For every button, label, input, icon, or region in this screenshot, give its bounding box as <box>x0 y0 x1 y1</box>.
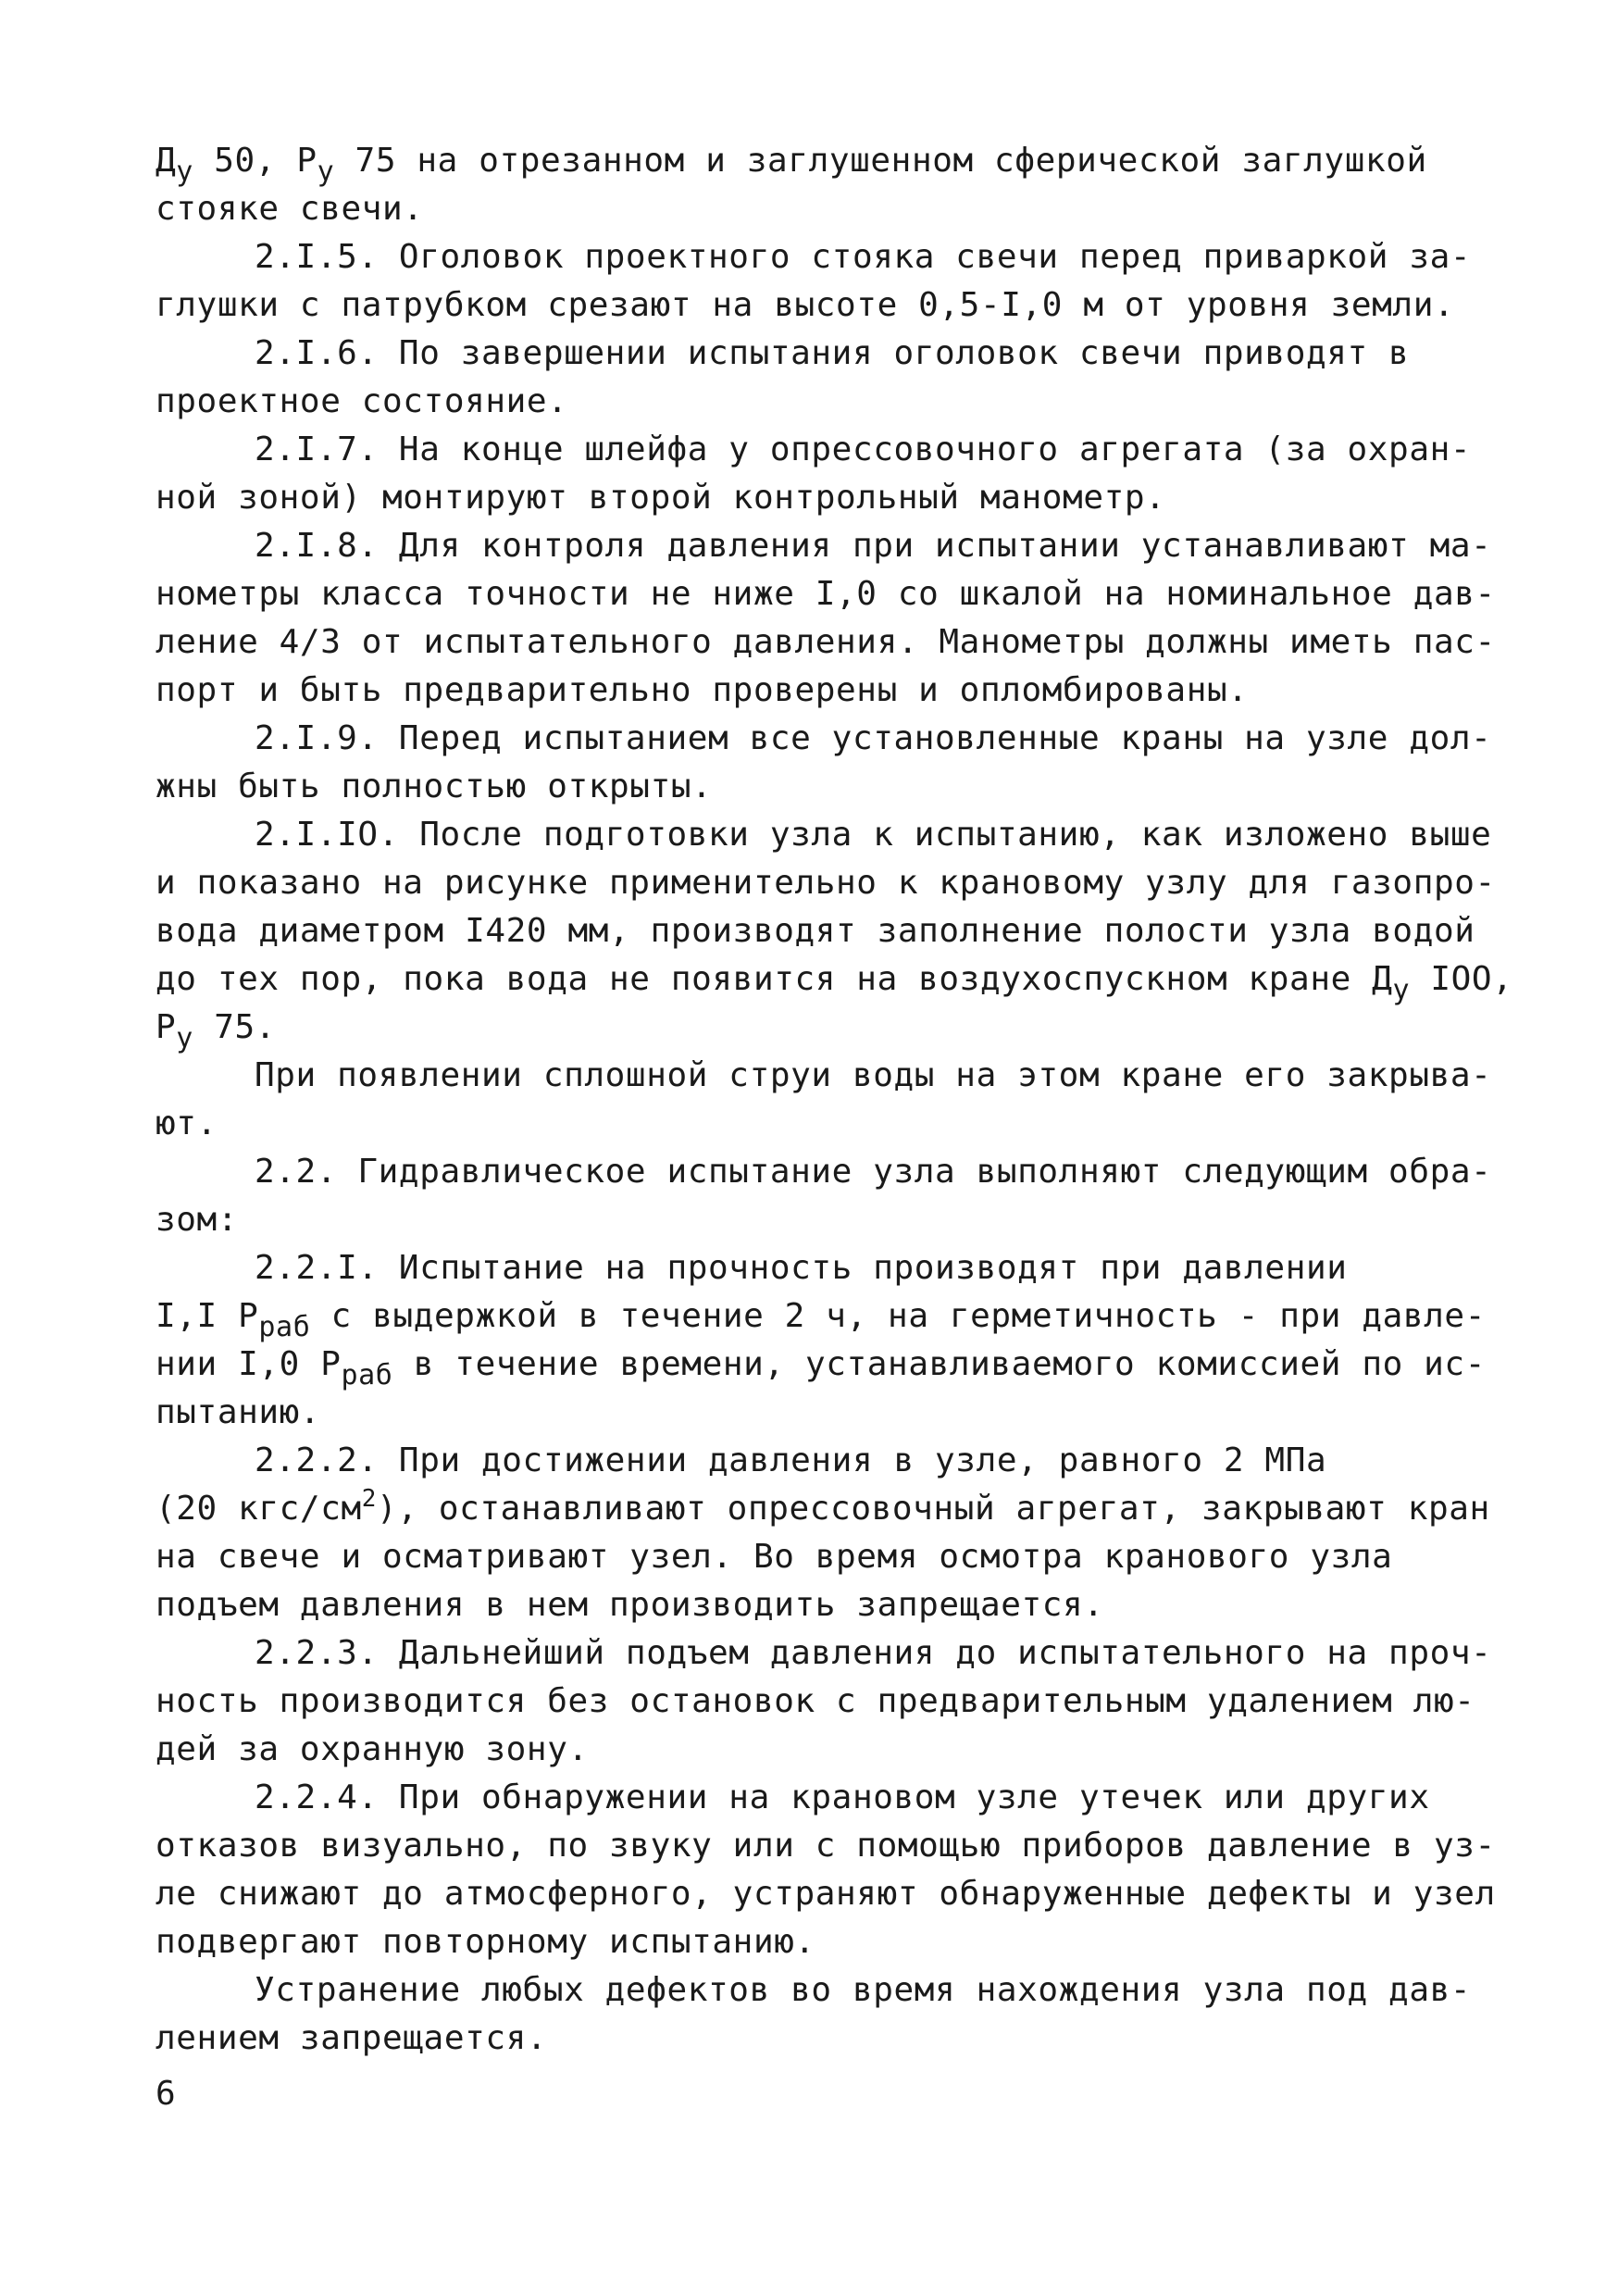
text-line: 2.I.7. На конце шлейфа у опрессовочного агрегата (за охран- <box>255 430 1472 468</box>
text-line: нии I,0 $Р_{раб}$ в течение времени, устанавливаемого комиссией по ис- <box>156 1345 1486 1391</box>
text-line: 2.2.4. При обнаружении на крановом узле утечек или других <box>255 1778 1430 1816</box>
text-line: 2.I.IO. После подготовки узла к испытанию, как изложено выше <box>255 816 1492 854</box>
text-line: I,I $Р_{раб}$ с выдержкой в течение 2 ч, на герметичность - при давле- <box>156 1297 1486 1343</box>
text-line: зом: <box>156 1201 239 1239</box>
text-line: подъем давления в нем производить запрещается. <box>156 1586 1104 1624</box>
text-line: жны быть полностью открыты. <box>156 767 713 805</box>
body-text <box>156 137 1513 2063</box>
text-line: подвергают повторному испытанию. <box>156 1923 815 1961</box>
text-line: При появлении сплошной струи воды на этом кране его закрыва- <box>255 1056 1492 1094</box>
text-line: ют. <box>156 1104 218 1142</box>
text-line: пытанию. <box>156 1393 321 1431</box>
text-line: проектное состояние. <box>156 382 568 420</box>
text-line: (20 кгс/$см^2$), останавливают опрессовочный агрегат, закрывают кран <box>156 1485 1490 1528</box>
text-line: 2.I.5. Оголовок проектного стояка свечи перед приваркой за- <box>255 238 1472 276</box>
text-line: лением запрещается. <box>156 2019 548 2057</box>
text-line: 2.I.8. Для контроля давления при испытании устанавливают ма- <box>255 527 1492 565</box>
text-line: 2.I.9. Перед испытанием все установленные краны на узле дол- <box>255 719 1492 757</box>
text-line: глушки с патрубком срезают на высоте 0,5-I,0 м от уровня земли. <box>156 286 1455 324</box>
text-line: 2.2. Гидравлическое испытание узла выполняют следующим обра- <box>255 1153 1492 1191</box>
text-line: 2.I.6. По завершении испытания оголовок свечи приводят в <box>255 334 1410 372</box>
text-line: $Р_у$ 75. <box>156 1008 277 1054</box>
text-line: $Д_у$ 50, $Р_у$ 75 на отрезанном и заглушенном сферической заглушкой <box>156 142 1427 188</box>
page-number: 6 <box>156 2075 176 2113</box>
text-line: ной зоной) монтируют второй контрольный манометр. <box>156 479 1166 517</box>
text-line: порт и быть предварительно проверены и опломбированы. <box>156 671 1249 709</box>
text-line: вода диаметром I420 мм, производят заполнение полости узла водой <box>156 912 1475 950</box>
text-line: на свече и осматривают узел. Во время осмотра кранового узла <box>156 1538 1393 1576</box>
text-line: ность производится без остановок с предварительным удалением лю- <box>156 1682 1475 1720</box>
text-line: 2.2.3. Дальнейший подъем давления до испытательного на проч- <box>255 1634 1492 1672</box>
text-line: дей за охранную зону. <box>156 1730 589 1768</box>
text-line: нометры класса точности не ниже I,0 со шкалой на номинальное дав- <box>156 575 1496 613</box>
text-line: стояке свечи. <box>156 190 424 228</box>
text-line: ление 4/3 от испытательного давления. Манометры должны иметь пас- <box>156 623 1496 661</box>
text-line: 2.2.2. При достижении давления в узле, равного 2 МПа <box>255 1441 1327 1479</box>
text-line: Устранение любых дефектов во время нахождения узла под дав- <box>255 1971 1472 2009</box>
text-line: и показано на рисунке применительно к крановому узлу для газопро- <box>156 864 1496 902</box>
text-line: 2.2.I. Испытание на прочность производят при давлении <box>255 1249 1348 1287</box>
text-line: ле снижают до атмосферного, устраняют обнаруженные дефекты и узел <box>156 1875 1496 1913</box>
text-line: отказов визуально, по звуку или с помощью приборов давление в уз- <box>156 1827 1496 1865</box>
text-line: до тех пор, пока вода не появится на воздухоспускном кране $Д_у$ IOO, <box>156 960 1513 1006</box>
